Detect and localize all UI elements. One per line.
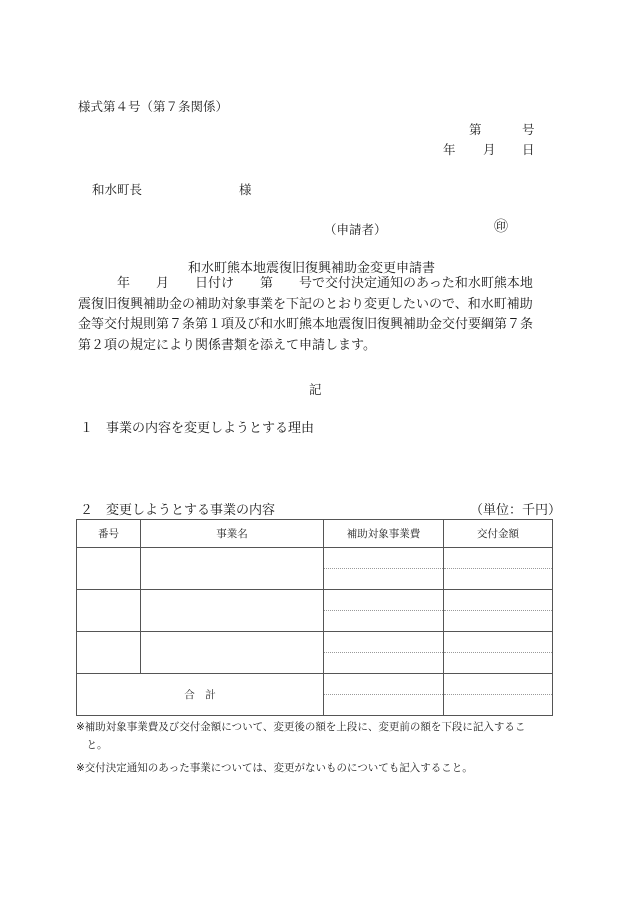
table-header-row xyxy=(77,520,553,548)
table-total-row xyxy=(77,674,553,695)
cell-eligible-cost-after[interactable] xyxy=(324,548,444,569)
budget-table xyxy=(76,519,553,716)
cell-grant-amount-before[interactable] xyxy=(444,611,553,632)
table-row xyxy=(77,590,553,611)
doc-number-go: 号 xyxy=(522,122,535,137)
total-label: 合 計 xyxy=(77,674,324,716)
section2-heading: ２ 変更しようとする事業の内容 xyxy=(80,503,276,518)
cell-eligible-cost-after[interactable] xyxy=(324,590,444,611)
table-row xyxy=(77,632,553,653)
cell-eligible-cost-before[interactable] xyxy=(324,569,444,590)
note-1-continuation: と。 xyxy=(76,739,108,751)
cell-eligible-cost-before[interactable] xyxy=(324,611,444,632)
date-month: 月 xyxy=(483,142,496,157)
cell-project-name[interactable] xyxy=(141,548,324,590)
body-line: 第２項の規定により関係書類を添えて申請します。 xyxy=(78,337,376,353)
cell-grant-amount-after[interactable] xyxy=(444,548,553,569)
body-line: 震復旧復興補助金の補助対象事業を下記のとおり変更したいので、和水町補助 xyxy=(78,296,533,312)
header-eligible-cost: 補助対象事業費 xyxy=(324,520,444,548)
cell-total-grant-amount-before[interactable] xyxy=(444,695,553,716)
body-line: 金等交付規則第７条第１項及び和水町熊本地震復旧復興補助金交付要綱第７条 xyxy=(78,317,534,332)
header-project-name: 事業名 xyxy=(141,520,324,548)
ki-heading: 記 xyxy=(309,382,322,397)
cell-project-name[interactable] xyxy=(141,632,324,674)
body-paragraph xyxy=(78,274,556,356)
cell-total-eligible-cost-after[interactable] xyxy=(324,674,444,695)
cell-number[interactable] xyxy=(77,590,141,632)
doc-number-dai: 第 xyxy=(469,122,482,137)
addressee-honorific: 様 xyxy=(239,182,252,197)
cell-grant-amount-after[interactable] xyxy=(444,632,553,653)
document-title: 和水町熊本地震復旧復興補助金変更申請書 xyxy=(188,261,436,276)
cell-total-eligible-cost-before[interactable] xyxy=(324,695,444,716)
section1-heading: １ 事業の内容を変更しようとする理由 xyxy=(80,421,315,436)
body-line: 年 月 日付け 第 号で交付決定通知のあった和水町熊本地 xyxy=(78,276,533,291)
header-number: 番号 xyxy=(77,520,141,548)
note-1: ※補助対象事業費及び交付金額について、変更後の額を上段に、変更前の額を下段に記入するこ xyxy=(76,721,526,733)
cell-grant-amount-before[interactable] xyxy=(444,653,553,674)
cell-grant-amount-after[interactable] xyxy=(444,590,553,611)
cell-eligible-cost-before[interactable] xyxy=(324,653,444,674)
header-grant-amount: 交付金額 xyxy=(444,520,553,548)
cell-number[interactable] xyxy=(77,548,141,590)
cell-number[interactable] xyxy=(77,632,141,674)
cell-eligible-cost-after[interactable] xyxy=(324,632,444,653)
note-2: ※交付決定通知のあった事業については、変更がないものについても記入すること。 xyxy=(76,762,473,774)
applicant-label: （申請者） xyxy=(324,222,387,237)
seal-mark: ㊞ xyxy=(494,219,508,235)
unit-label: （単位：千円） xyxy=(470,503,562,518)
cell-total-grant-amount-after[interactable] xyxy=(444,674,553,695)
cell-project-name[interactable] xyxy=(141,590,324,632)
date-day: 日 xyxy=(522,142,535,157)
addressee-name: 和水町長 xyxy=(92,182,143,197)
form-number: 様式第４号（第７条関係） xyxy=(78,99,229,114)
date-year: 年 xyxy=(443,142,456,157)
cell-grant-amount-before[interactable] xyxy=(444,569,553,590)
table-row xyxy=(77,548,553,569)
